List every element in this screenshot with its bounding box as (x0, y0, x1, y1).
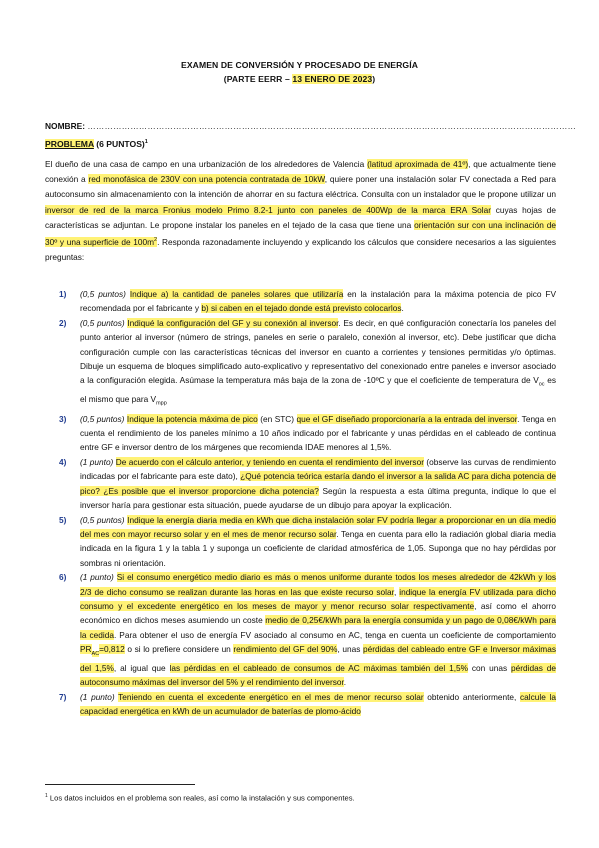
question-points: (1 punto) (80, 572, 114, 583)
question-item (45, 690, 556, 719)
intro-highlight-text: orientación sur con una inclinación de 30º y una superficie de 100m (45, 219, 556, 247)
question-number: 4) (59, 457, 67, 468)
question-item (45, 513, 556, 570)
question-points: (1 punto) (80, 691, 115, 702)
question-highlight: b) si caben en el tejado donde está previsto colocarlos (201, 303, 402, 314)
question-text: . Para obtener el uso de energía FV asociado al consumo en AC, tenga en cuenta un coeficiente de comportamiento (113, 629, 556, 640)
question-text: (observe las curvas de rendimiento indicadas por el fabricante para este dato), (80, 457, 556, 482)
question-text: . (401, 303, 404, 314)
question-item (45, 570, 556, 689)
problem-statement (45, 157, 556, 265)
question-highlight: pérdidas de autoconsumo máximas del inversor del 5% y el rendimiento del inversor (80, 662, 556, 688)
question-points: (0,5 puntos) (80, 413, 125, 424)
question-highlight: calcule la capacidad energética en kWh de un acumulador de baterías de plomo-ácido (80, 691, 556, 717)
question-points: (0,5 puntos) (80, 318, 125, 329)
question-number: 7) (59, 691, 67, 702)
problem-label: PROBLEMA (45, 139, 94, 149)
question-text: , (393, 586, 400, 597)
question-item (45, 455, 556, 512)
question-list (45, 287, 556, 719)
intro-highlight: inversor de red de la marca Fronius modelo Primo 8.2-1 junto con paneles de 400Wp de la marca ERA Solar (45, 204, 491, 215)
name-blank-line: ……………………………………………………………………………………………………………………………………………………… (87, 121, 577, 131)
intro-text: , que actualmente tiene conexión a (45, 159, 557, 185)
question-highlight: Indique a) la cantidad de paneles solares que utilizaría (129, 289, 344, 299)
question-highlight: PR (80, 643, 92, 654)
question-highlight: AC (91, 650, 100, 657)
intro-text: . Responda razonadamente incluyendo y explicando los cálculos que considere necesarios a las siguientes preguntas: (45, 236, 556, 262)
intro-text: cuyas hojas de características se adjuntan. Le propone instalar los paneles en el tejado de la casa que tiene una (45, 204, 556, 230)
question-text: . Tenga en cuenta para ello la radiación global diaria media indicada en la figura 1 y la tabla 1 y suponga un coeficiente de claridad atmosférica de 1,05. Suponga que no hay pérdidas por sombras ni orientación. (80, 529, 556, 568)
question-points: (0,5 puntos) (80, 514, 125, 525)
question-text: . Tenga en cuenta el rendimiento de los paneles mínimo a 10 años indicado por el fabricante y unas pérdidas en el cableado de continua entre GF e inversor dentro de los márgenes que recomienda IDAE menores al 1,5%. (80, 413, 556, 453)
question-text: obtenido anteriormente, (423, 691, 521, 702)
exam-subtitle (0, 74, 599, 84)
question-text: en la instalación para la máxima potencia de pico FV recomendada por el fabricante y (80, 289, 556, 314)
footnote (45, 793, 355, 803)
question-text: (en STC) (257, 413, 297, 424)
intro-text: , quiere poner una instalación solar FV conectada a Red para autoconsumo sin almacenamiento con la intención de ahorrar en su factura eléctrica. Consulta con un instalador que le propone utilizar un (45, 174, 556, 200)
question-text: oc (538, 381, 545, 388)
question-highlight: Si el consumo energético medio diario es más o menos uniforme durante todos los meses alrededor de 42kWh y los 2/3 de dicho consumo se realizan durante las horas en las que existe recurso solar (80, 572, 556, 597)
question-item (45, 287, 556, 316)
question-number: 6) (59, 572, 67, 583)
question-highlight: pérdidas del cableado entre GF e Inversor máximas del 1,5% (80, 643, 556, 673)
name-field (45, 121, 576, 131)
question-highlight: las pérdidas en el cableado de consumos de AC máximas también del 1,5% (169, 662, 469, 673)
question-text: con unas (468, 662, 512, 673)
question-text: , al igual que (113, 662, 170, 673)
question-text: Según la respuesta a esta última pregunta, indique lo que el inversor haría para gestionar esta situación, puede ayudarse de un dibujo para apoyar la explicación. (80, 485, 557, 510)
intro-highlight: (latitud aproximada de 41º) (367, 159, 469, 169)
name-label: NOMBRE: (45, 121, 88, 131)
question-text: . (343, 677, 347, 688)
question-text: , así como el ahorro económico en dichos meses asumiendo un coste (80, 601, 556, 626)
question-number: 2) (59, 318, 67, 329)
subtitle-suffix: ) (372, 74, 376, 84)
question-highlight: Teniendo en cuenta el excedente energético en el mes de menor recurso solar (118, 691, 424, 702)
question-number: 1) (59, 289, 67, 299)
question-points: (0,5 puntos) (80, 289, 126, 299)
question-highlight: Indique la potencia máxima de pico (126, 413, 258, 424)
footnote-text: Los datos incluidos en el problema son reales, así como la instalación y sus componentes. (47, 793, 355, 803)
subtitle-prefix: (PARTE EERR – (223, 74, 293, 84)
question-text: es el mismo que para V (80, 375, 556, 405)
question-highlight: indique la energía FV utilizada para dicho consumo y el excedente energético en los meses de mayor y menor recurso solar respectivamente (80, 586, 556, 612)
question-highlight: ¿Qué potencia teórica estaría dando el inversor a la salida AC para dicha potencia de pico? ¿Es posible que el inversor proporcione dicha potencia? (80, 471, 556, 496)
question-highlight: que el GF diseñado proporcionaría a la entrada del inversor (296, 413, 518, 424)
superscript: 2 (154, 237, 158, 244)
footnote-divider (45, 784, 195, 785)
question-highlight: Indiqué la configuración del GF y su conexión al inversor (127, 318, 339, 329)
question-points: (1 punto) (80, 457, 114, 468)
exam-title: EXAMEN DE CONVERSIÓN Y PROCESADO DE ENERGÍA (180, 60, 418, 70)
question-text: mpp (156, 400, 167, 407)
question-highlight: De acuerdo con el cálculo anterior, y teniendo en cuenta el rendimiento del inversor (115, 457, 424, 468)
question-item (45, 412, 556, 455)
question-item (45, 316, 556, 411)
problem-points: (6 PUNTOS) (93, 139, 145, 149)
question-highlight: Indique la energía diaria media en kWh que dicha instalación solar FV podría llegar a proporcionar en un día medio del mes con mayor recurso solar y en el mes de menor recurso solar (80, 514, 556, 540)
question-text: o si lo prefiere considere un (124, 643, 234, 654)
intro-text: El dueño de una casa de campo en una urbanización de los alrededores de Valencia (45, 159, 368, 169)
problem-heading (45, 139, 148, 149)
question-number: 5) (59, 514, 67, 525)
question-highlight: rendimiento del GF del 90% (233, 643, 338, 654)
footnote-number: 1 (45, 793, 48, 799)
question-number: 3) (59, 413, 67, 424)
exam-date: 13 ENERO DE 2023 (292, 74, 373, 84)
intro-highlight: red monofásica de 230V con una potencia contratada de 10kW (88, 174, 325, 185)
question-highlight: medio de 0,25€/kWh para la energía consumida y un pago de 0,08€/kWh para la cedida (80, 615, 556, 640)
question-text: . Es decir, en qué configuración conectaría los paneles del punto anterior al inversor (número de strings, paneles en serie o paralelo, conexión al inversor, etc). Debe justificar que dicha configuración cumple con las características técnicas del inversor en cuanto a corrientes y tensiones permitidas y/o óptimas. Dibuje un esquema de bloques simplificado auto-explicativo y representativo del conexionado entre paneles e inversor asociado a la configuración elegida. Asúmase la temperatura más baja de la zona de -10ºC y que el coeficiente de temperatura de V (80, 318, 556, 386)
question-highlight: =0,812 (99, 643, 125, 654)
footnote-marker: 1 (144, 139, 148, 146)
question-text: , unas (337, 643, 363, 654)
